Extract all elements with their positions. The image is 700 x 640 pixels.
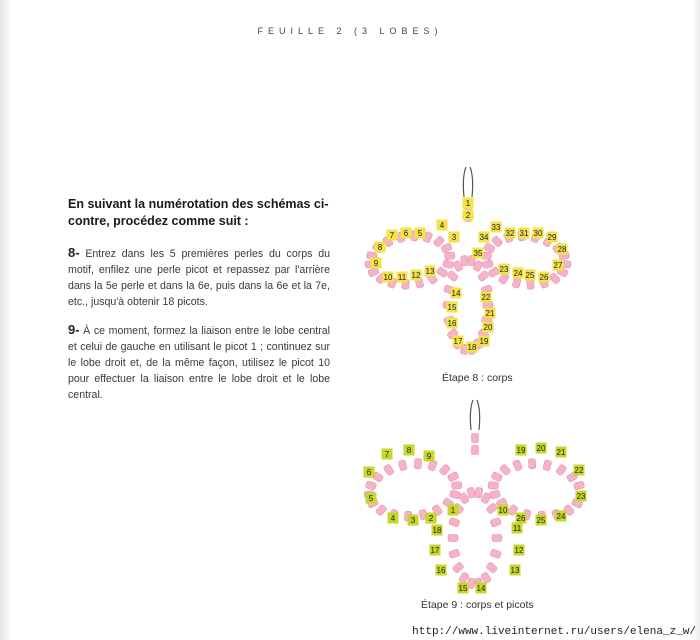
- body-bead: [444, 252, 455, 260]
- body-bead: [573, 481, 584, 490]
- body-bead: [492, 535, 502, 542]
- bead-number-label: 29: [547, 233, 557, 243]
- body-bead: [489, 490, 500, 499]
- body-bead: [448, 549, 460, 559]
- body-bead: [512, 459, 522, 471]
- picot-number-label: 20: [536, 444, 546, 454]
- body-bead: [490, 517, 502, 527]
- body-bead: [491, 471, 503, 482]
- thread-end: [463, 167, 466, 197]
- thread-end: [477, 400, 480, 430]
- bead-number-label: 22: [481, 293, 491, 303]
- body-bead: [447, 471, 459, 482]
- body-bead: [443, 260, 454, 269]
- picot-number-label: 6: [366, 468, 372, 478]
- body-bead: [475, 487, 484, 498]
- thread-end: [470, 400, 473, 430]
- bead-number-label: 19: [479, 337, 489, 347]
- picot-number-label: 12: [514, 546, 524, 556]
- bead-number-label: 8: [377, 243, 383, 253]
- bead-number-label: 12: [411, 271, 421, 281]
- body-bead: [527, 279, 535, 289]
- bead-number-label: 20: [483, 323, 493, 333]
- picot-number-label: 3: [410, 516, 416, 526]
- picot-number-label: 17: [430, 546, 440, 556]
- body-bead: [488, 266, 500, 277]
- bead-number-label: 13: [425, 267, 435, 277]
- step-text: À ce moment, formez la liaison entre le lobe central et celui de gauche en utilisant le picot 1 ; continuez sur le lobe droit et, de la même façon, utilisez le picot 10 pour effectuer la liaison entre le lobe droit et le lobe central.: [68, 325, 330, 401]
- picot-number-label: 21: [556, 448, 566, 458]
- picot-number-label: 1: [450, 506, 456, 516]
- picot-number-label: 11: [512, 524, 522, 534]
- body-bead: [398, 460, 407, 472]
- step-number: 9-: [68, 322, 80, 337]
- body-bead: [447, 270, 459, 282]
- body-bead: [555, 464, 567, 476]
- picot-number-label: 15: [458, 584, 468, 594]
- body-bead: [414, 459, 422, 469]
- bead-number-label: 1: [465, 199, 471, 209]
- bead-number-label: 34: [479, 233, 489, 243]
- scan-shadow-left: [0, 0, 12, 640]
- bead-number-label: 35: [473, 249, 483, 259]
- body-bead: [440, 243, 452, 254]
- picot-number-label: 8: [406, 446, 412, 456]
- body-bead: [451, 481, 462, 489]
- body-bead: [436, 266, 448, 277]
- body-bead: [490, 549, 502, 559]
- body-bead: [488, 481, 499, 489]
- body-bead: [383, 464, 395, 476]
- picot-number-label: 26: [516, 514, 526, 524]
- bead-number-label: 3: [451, 233, 457, 243]
- bead-number-label: 9: [373, 259, 379, 269]
- body-bead: [483, 302, 493, 309]
- picot-number-label: 9: [426, 452, 432, 462]
- bead-number-label: 21: [485, 309, 495, 319]
- body-bead: [365, 481, 376, 490]
- body-bead: [482, 260, 493, 269]
- picot-number-label: 2: [428, 514, 434, 524]
- diagram-step-9: [355, 398, 595, 598]
- body-bead: [448, 535, 458, 542]
- intro-text: En suivant la numérotation des schémas ci-contre, procédez comme suit :: [68, 197, 329, 228]
- picot-number-label: 22: [574, 466, 584, 476]
- picot-number-label: 16: [436, 566, 446, 576]
- bead-number-label: 25: [525, 271, 535, 281]
- watermark-url: http://www.liveinternet.ru/users/elena_z_w/: [412, 626, 696, 638]
- body-bead: [486, 562, 498, 574]
- body-bead: [471, 433, 479, 443]
- bead-number-label: 10: [383, 273, 393, 283]
- bead-number-label: 7: [389, 231, 395, 241]
- thread-end: [470, 167, 473, 197]
- picot-number-label: 24: [556, 512, 566, 522]
- page-header: FEUILLE 2 (3 LOBES): [257, 26, 443, 36]
- bead-number-label: 4: [439, 221, 445, 231]
- body-bead: [528, 459, 536, 469]
- body-bead: [512, 277, 521, 289]
- body-bead: [499, 464, 511, 476]
- caption-step-8: Étape 8 : corps: [442, 372, 513, 384]
- body-bead: [452, 562, 464, 574]
- step-8: [68, 245, 330, 310]
- bead-number-label: 33: [491, 223, 501, 233]
- picot-number-label: 4: [390, 514, 396, 524]
- bead-number-label: 30: [533, 229, 543, 239]
- bead-number-label: 18: [467, 343, 477, 353]
- body-bead: [375, 504, 387, 516]
- picot-number-label: 13: [510, 566, 520, 576]
- body-bead: [449, 490, 460, 499]
- step-9: [68, 322, 330, 403]
- bead-number-label: 6: [403, 229, 409, 239]
- caption-step-9: Étape 9 : corps et picots: [421, 599, 534, 611]
- picot-number-label: 25: [536, 516, 546, 526]
- body-bead: [467, 487, 476, 498]
- picot-number-label: 7: [384, 450, 390, 460]
- picot-number-label: 18: [432, 526, 442, 536]
- diagram-step-8: [360, 165, 580, 365]
- bead-number-label: 24: [513, 269, 523, 279]
- picot-number-label: 14: [476, 584, 486, 594]
- bead-number-label: 5: [417, 229, 423, 239]
- body-bead: [471, 445, 479, 455]
- body-bead: [486, 503, 498, 515]
- bead-number-label: 16: [447, 319, 457, 329]
- bead-number-label: 27: [553, 261, 563, 271]
- bead-number-label: 17: [453, 337, 463, 347]
- picot-number-label: 10: [498, 506, 508, 516]
- bead-number-label: 2: [465, 211, 471, 221]
- body-bead: [439, 464, 451, 476]
- body-bead: [483, 243, 495, 254]
- picot-number-label: 5: [368, 494, 374, 504]
- picot-number-label: 23: [576, 492, 586, 502]
- scan-shadow-right: [692, 0, 700, 640]
- bead-number-label: 26: [539, 273, 549, 283]
- body-bead: [543, 460, 552, 472]
- bead-number-label: 28: [557, 245, 567, 255]
- body-bead: [448, 517, 460, 527]
- step-number: 8-: [68, 245, 80, 260]
- bead-number-label: 14: [451, 289, 461, 299]
- bead-number-label: 15: [447, 303, 457, 313]
- bead-number-label: 11: [397, 273, 407, 283]
- bead-number-label: 31: [519, 229, 529, 239]
- step-text: Entrez dans les 5 premières perles du corps du motif, enfilez une perle picot et repassez par l'arrière dans la 5e perle et dans la 6e, puis dans la 6e et la 7e, etc., jusqu'à obtenir 18 picots.: [68, 248, 330, 308]
- bead-number-label: 32: [505, 229, 515, 239]
- bead-number-label: 23: [499, 265, 509, 275]
- body-bead: [477, 270, 489, 282]
- picot-number-label: 19: [516, 446, 526, 456]
